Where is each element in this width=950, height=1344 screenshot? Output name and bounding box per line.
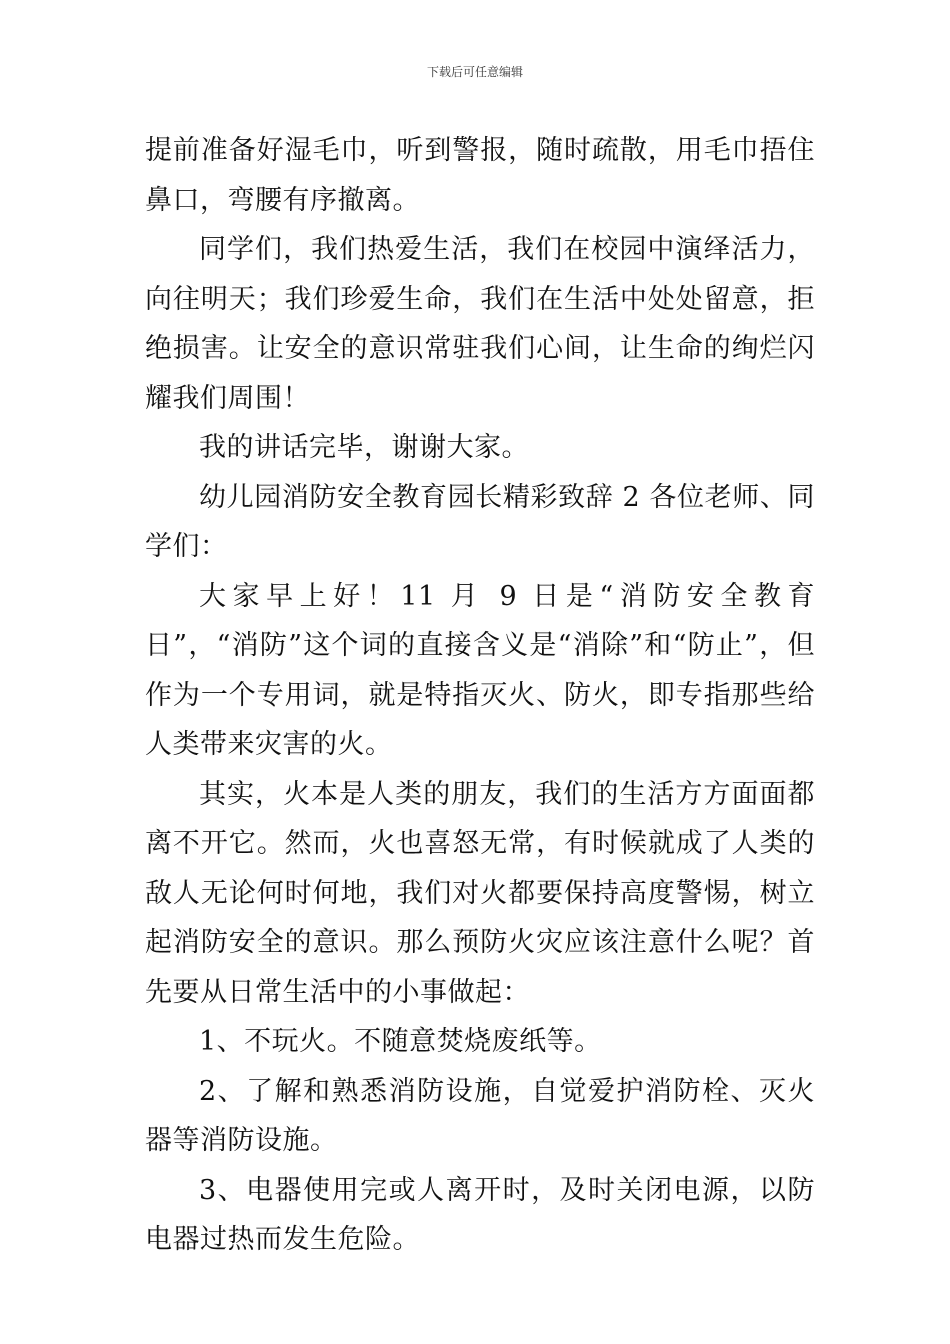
paragraph: 其实，火本是人类的朋友，我们的生活方方面面都离不开它。然而，火也喜怒无常，有时候就成了人类的敌人无论何时何地，我们对火都要保持高度警惕，树立起消防安全的意识。那么预防火灾应该注意什么呢？首先要从日常生活中的小事做起： (145, 778, 815, 1008)
document-body (145, 126, 815, 1265)
paragraph: 幼儿园消防安全教育园长精彩致辞 2 各位老师、同学们： (145, 481, 815, 562)
paragraph: 大家早上好！11 月 9 日是“消防安全教育日”，“消防”这个词的直接含义是“消除”和“防止”，但作为一个专用词，就是特指灭火、防火，即专指那些给人类带来灾害的火。 (145, 580, 815, 760)
list-item: 3、电器使用完或人离开时，及时关闭电源，以防电器过热而发生危险。 (145, 1174, 815, 1255)
page-header: 下载后可任意编辑 (426, 65, 523, 79)
paragraph: 我的讲话完毕，谢谢大家。 (199, 432, 529, 463)
paragraph: 同学们，我们热爱生活，我们在校园中演绎活力，向往明天；我们珍爱生命，我们在生活中处处留意，拒绝损害。让安全的意识常驻我们心间，让生命的绚烂闪耀我们周围！ (145, 234, 815, 414)
list-item: 1、不玩火。不随意焚烧废纸等。 (199, 1026, 602, 1057)
list-item: 2、了解和熟悉消防设施，自觉爱护消防栓、灭火器等消防设施。 (145, 1075, 815, 1156)
paragraph: 提前准备好湿毛巾，听到警报，随时疏散，用毛巾捂住鼻口，弯腰有序撤离。 (145, 135, 815, 216)
